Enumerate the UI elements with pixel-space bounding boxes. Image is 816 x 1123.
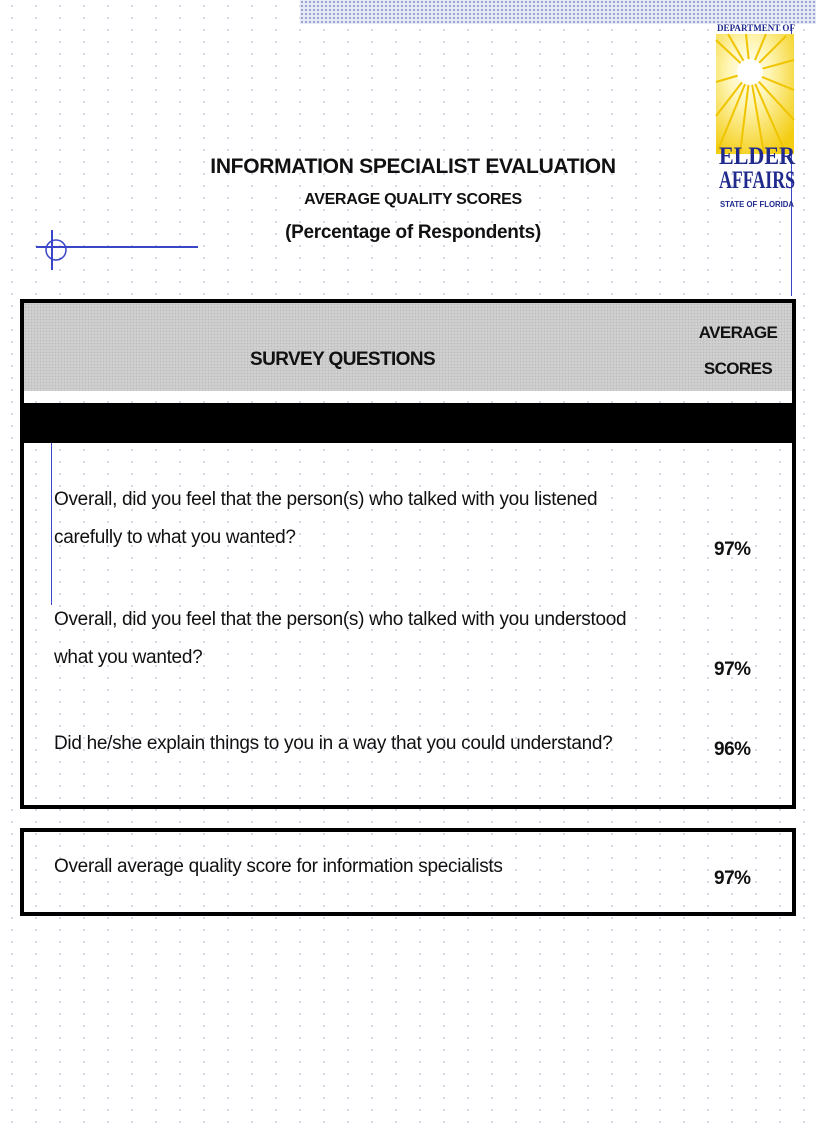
header-survey-questions: SURVEY QUESTIONS	[250, 349, 436, 370]
logo-state-text: STATE OF FLORIDA	[720, 200, 795, 209]
survey-table	[20, 299, 796, 809]
crosshair-decoration	[36, 230, 200, 270]
elder-affairs-logo	[716, 20, 798, 212]
question-score-2: 97%	[714, 659, 751, 680]
logo-affairs-text: AFFAIRS	[719, 167, 795, 194]
page-subtitle: AVERAGE QUALITY SCORES	[304, 191, 522, 208]
question-score-3: 96%	[714, 739, 751, 760]
question-text-3: Did he/she explain things to you in a way that you could understand?	[54, 733, 613, 754]
question-score-1: 97%	[714, 539, 751, 560]
summary-box	[20, 828, 796, 916]
summary-score: 97%	[714, 868, 751, 889]
crosshair-icon	[36, 230, 200, 270]
summary-label: Overall average quality score for information specialists	[54, 856, 503, 877]
sun-logo-icon	[716, 20, 798, 212]
header-scores-line2: SCORES	[703, 359, 773, 378]
header-divider-bar	[24, 403, 792, 443]
table-header	[24, 303, 792, 391]
page-title: INFORMATION SPECIALIST EVALUATION	[210, 155, 616, 178]
title-block	[200, 150, 626, 250]
question-text-2: Overall, did you feel that the person(s) who talked with you understood what you wanted?	[54, 609, 627, 668]
page-subtitle-note: (Percentage of Respondents)	[285, 222, 541, 243]
header-scores-line1: AVERAGE	[698, 323, 778, 342]
logo-department-text: DEPARTMENT OF	[717, 24, 796, 34]
header-average-scores	[698, 315, 778, 387]
logo-elder-text: ELDER	[719, 143, 796, 170]
question-text-1: Overall, did you feel that the person(s) who talked with you listened carefully to what you wanted?	[54, 489, 598, 548]
